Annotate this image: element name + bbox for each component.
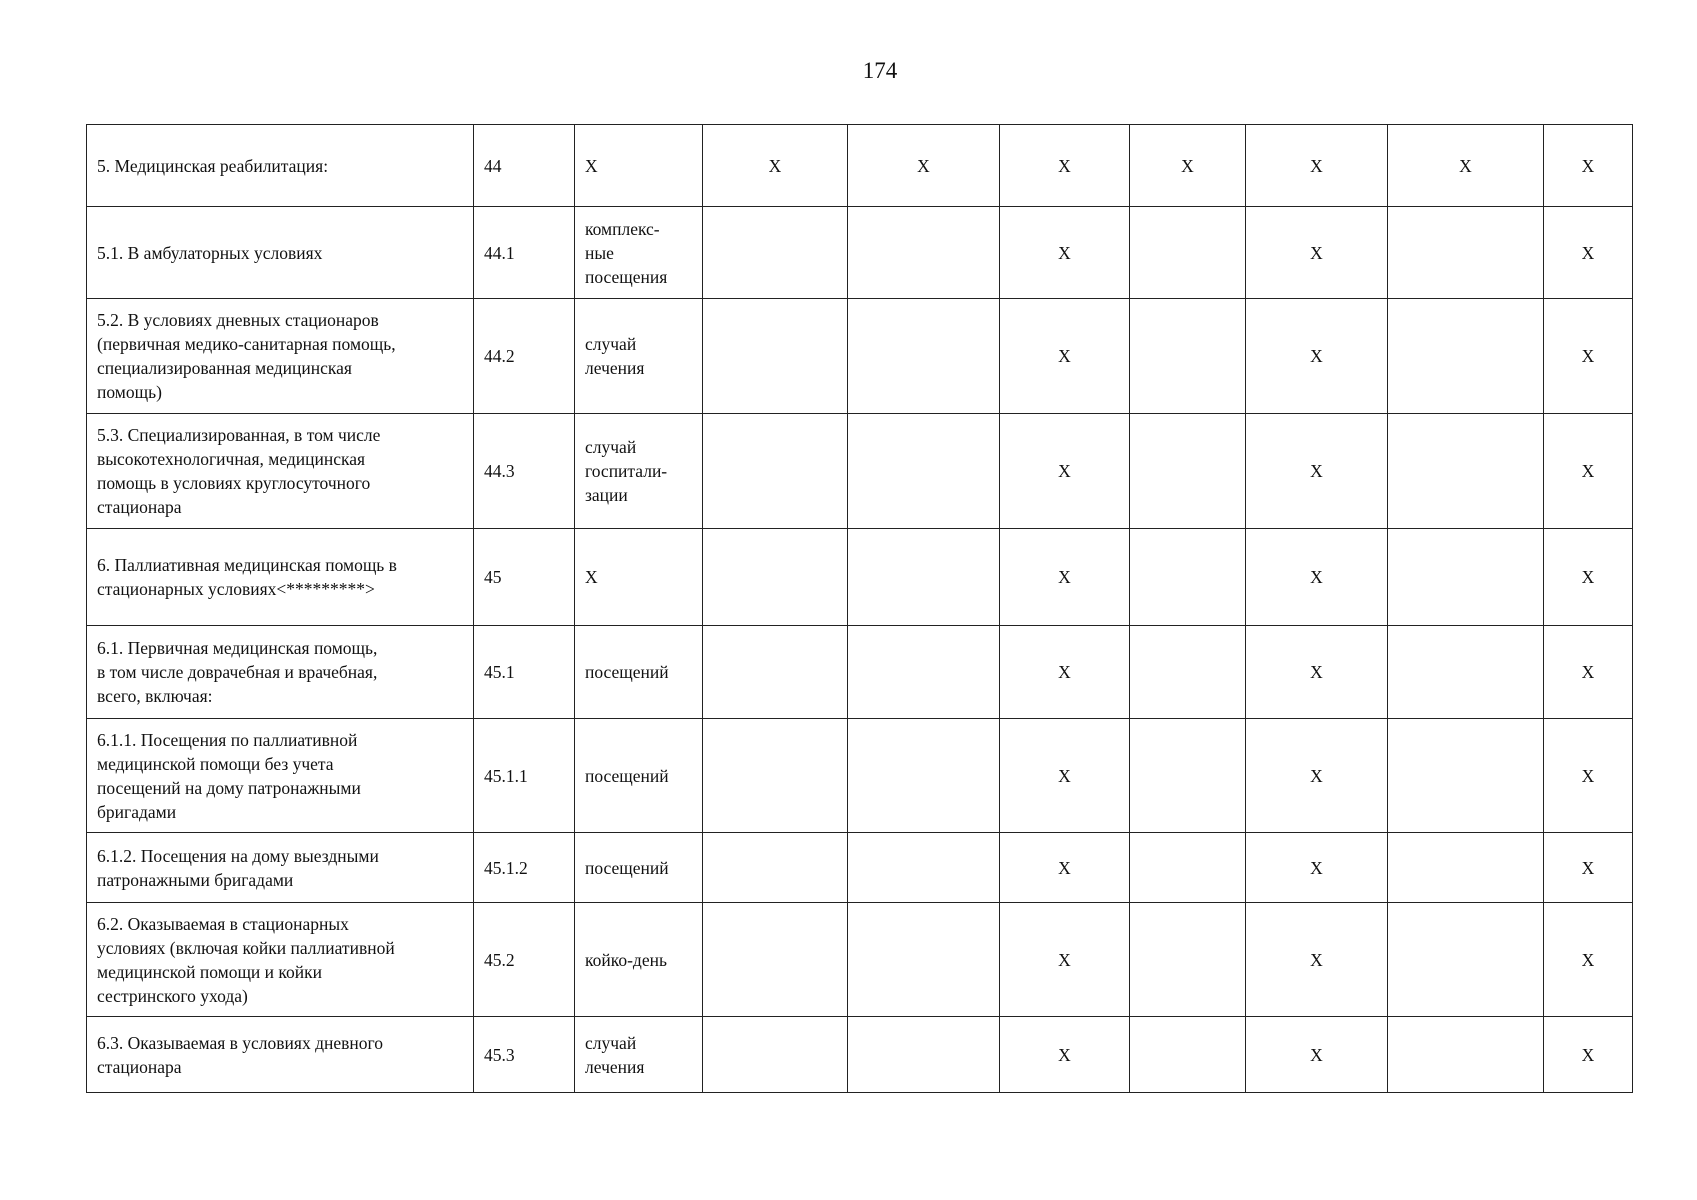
value-cell <box>1388 626 1544 719</box>
row-code-cell: 44 <box>474 125 575 207</box>
row-code-cell: 44.3 <box>474 414 575 529</box>
value-cell <box>1130 626 1246 719</box>
value-cell <box>1388 903 1544 1017</box>
table-row <box>87 1017 1633 1093</box>
value-cell: X <box>1544 414 1633 529</box>
row-unit-cell: X <box>575 529 703 626</box>
value-cell: X <box>1000 125 1130 207</box>
value-cell: X <box>1544 719 1633 833</box>
value-cell: X <box>1000 529 1130 626</box>
table-row <box>87 529 1633 626</box>
row-code-cell: 45 <box>474 529 575 626</box>
value-cell <box>703 529 848 626</box>
row-unit-cell: случай лечения <box>575 1017 703 1093</box>
value-cell: X <box>1130 125 1246 207</box>
value-cell <box>848 626 1000 719</box>
value-cell: X <box>1388 125 1544 207</box>
value-cell <box>1130 1017 1246 1093</box>
row-unit-cell: посещений <box>575 626 703 719</box>
row-unit-cell: X <box>575 125 703 207</box>
value-cell: X <box>1246 626 1388 719</box>
value-cell <box>703 207 848 299</box>
row-name-cell: 6. Паллиативная медицинская помощь в стационарных условиях<*********> <box>87 529 474 626</box>
row-unit-cell: случай лечения <box>575 299 703 414</box>
value-cell: X <box>1000 626 1130 719</box>
value-cell: X <box>1246 529 1388 626</box>
value-cell: X <box>1246 414 1388 529</box>
value-cell: X <box>1544 125 1633 207</box>
value-cell: X <box>1246 207 1388 299</box>
value-cell: X <box>1000 414 1130 529</box>
value-cell <box>848 903 1000 1017</box>
table-row <box>87 414 1633 529</box>
value-cell <box>848 207 1000 299</box>
value-cell <box>848 414 1000 529</box>
row-unit-cell: посещений <box>575 719 703 833</box>
value-cell: X <box>1544 1017 1633 1093</box>
value-cell <box>1130 719 1246 833</box>
row-name-cell: 6.1. Первичная медицинская помощь, в том числе доврачебная и врачебная, всего, включая: <box>87 626 474 719</box>
value-cell: X <box>1246 1017 1388 1093</box>
row-name-cell: 5.2. В условиях дневных стационаров (первичная медико-санитарная помощь, специализированная медицинская помощь) <box>87 299 474 414</box>
table-row <box>87 719 1633 833</box>
table-row <box>87 626 1633 719</box>
row-name-cell: 6.3. Оказываемая в условиях дневного стационара <box>87 1017 474 1093</box>
value-cell: X <box>1246 833 1388 903</box>
row-code-cell: 45.3 <box>474 1017 575 1093</box>
row-unit-cell: койко-день <box>575 903 703 1017</box>
row-code-cell: 44.1 <box>474 207 575 299</box>
value-cell: X <box>1544 626 1633 719</box>
value-cell: X <box>1246 299 1388 414</box>
value-cell <box>1388 833 1544 903</box>
value-cell: X <box>1544 903 1633 1017</box>
value-cell: X <box>1246 125 1388 207</box>
value-cell <box>848 299 1000 414</box>
value-cell <box>1130 414 1246 529</box>
row-name-cell: 5.1. В амбулаторных условиях <box>87 207 474 299</box>
value-cell <box>848 529 1000 626</box>
value-cell <box>1388 207 1544 299</box>
table-row <box>87 207 1633 299</box>
value-cell: X <box>1000 833 1130 903</box>
row-code-cell: 45.2 <box>474 903 575 1017</box>
data-table <box>86 124 1633 1093</box>
table-row <box>87 903 1633 1017</box>
value-cell: X <box>1000 719 1130 833</box>
value-cell: X <box>1000 903 1130 1017</box>
value-cell <box>1130 299 1246 414</box>
value-cell <box>1388 529 1544 626</box>
value-cell <box>703 1017 848 1093</box>
value-cell <box>703 414 848 529</box>
table-row <box>87 833 1633 903</box>
value-cell <box>1388 414 1544 529</box>
row-name-cell: 6.2. Оказываемая в стационарных условиях (включая койки паллиативной медицинской помощи и койки сестринского ухода) <box>87 903 474 1017</box>
row-code-cell: 45.1 <box>474 626 575 719</box>
row-code-cell: 45.1.1 <box>474 719 575 833</box>
value-cell: X <box>703 125 848 207</box>
value-cell: X <box>1544 529 1633 626</box>
row-code-cell: 45.1.2 <box>474 833 575 903</box>
row-unit-cell: посещений <box>575 833 703 903</box>
row-name-cell: 5. Медицинская реабилитация: <box>87 125 474 207</box>
row-code-cell: 44.2 <box>474 299 575 414</box>
value-cell <box>1130 833 1246 903</box>
table-row <box>87 125 1633 207</box>
value-cell <box>848 719 1000 833</box>
value-cell: X <box>1246 719 1388 833</box>
value-cell <box>1130 529 1246 626</box>
value-cell <box>1130 207 1246 299</box>
row-unit-cell: случай госпитали- зации <box>575 414 703 529</box>
value-cell: X <box>1000 1017 1130 1093</box>
value-cell: X <box>1246 903 1388 1017</box>
value-cell <box>703 626 848 719</box>
row-unit-cell: комплекс- ные посещения <box>575 207 703 299</box>
value-cell: X <box>848 125 1000 207</box>
value-cell <box>1130 903 1246 1017</box>
value-cell: X <box>1544 299 1633 414</box>
value-cell <box>703 833 848 903</box>
table-row <box>87 299 1633 414</box>
value-cell <box>703 299 848 414</box>
value-cell: X <box>1544 207 1633 299</box>
table-body <box>87 125 1633 1093</box>
value-cell <box>1388 719 1544 833</box>
value-cell <box>848 1017 1000 1093</box>
value-cell <box>848 833 1000 903</box>
row-name-cell: 6.1.2. Посещения на дому выездными патронажными бригадами <box>87 833 474 903</box>
page-number: 174 <box>862 58 898 83</box>
value-cell <box>1388 299 1544 414</box>
value-cell <box>703 719 848 833</box>
value-cell: X <box>1000 207 1130 299</box>
value-cell: X <box>1000 299 1130 414</box>
value-cell <box>1388 1017 1544 1093</box>
value-cell <box>703 903 848 1017</box>
value-cell: X <box>1544 833 1633 903</box>
row-name-cell: 6.1.1. Посещения по паллиативной медицинской помощи без учета посещений на дому патронажными бригадами <box>87 719 474 833</box>
row-name-cell: 5.3. Специализированная, в том числе высокотехнологичная, медицинская помощь в условиях круглосуточного стационара <box>87 414 474 529</box>
